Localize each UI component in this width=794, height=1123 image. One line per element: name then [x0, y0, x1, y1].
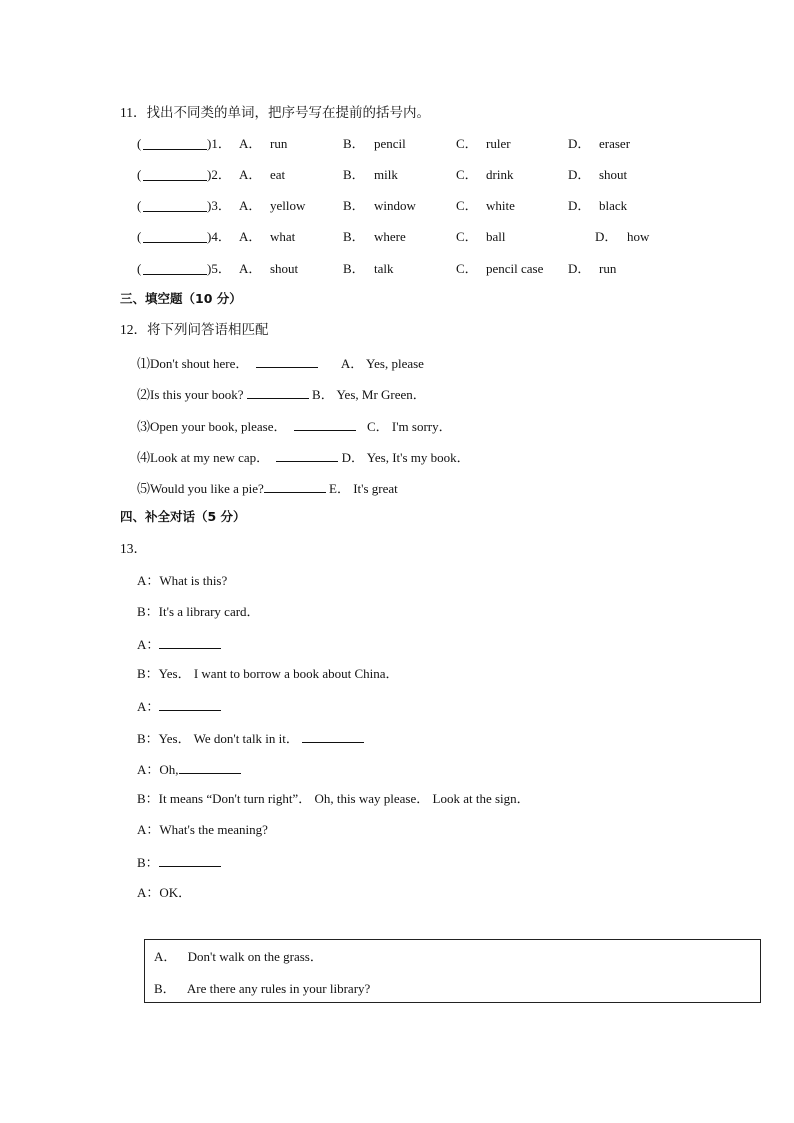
option-c-text: pencil case — [486, 261, 544, 276]
dialogue-line-1 — [137, 573, 227, 589]
option-b-text: window — [374, 198, 416, 213]
dialogue-line-6 — [137, 729, 364, 747]
option-a-label: A． — [239, 198, 262, 213]
speaker: B： — [137, 855, 159, 870]
dialogue-text: What is this? — [159, 573, 228, 588]
option-a-text: what — [270, 229, 296, 244]
answer-blank[interactable] — [143, 198, 207, 212]
answer-blank[interactable] — [143, 136, 207, 150]
option-d-label: D． — [568, 136, 591, 151]
dialogue-line-4 — [137, 666, 399, 682]
q11-row-3 — [0, 198, 794, 214]
dialogue-line-10 — [137, 853, 221, 871]
speaker: A： — [137, 762, 160, 777]
speaker: A： — [137, 822, 160, 837]
option-c-label: C． — [456, 198, 478, 213]
option-b-label: B． — [343, 229, 365, 244]
option-b-text: where — [374, 229, 406, 244]
option-a-text: yellow — [270, 198, 306, 213]
open-paren: ( — [137, 167, 142, 182]
answer-blank[interactable] — [256, 354, 318, 368]
section-4-heading: 四、补全对话（5 分） — [120, 509, 246, 524]
answer-blank[interactable] — [247, 385, 309, 399]
speaker: B： — [137, 791, 159, 806]
option-d-text: shout — [599, 167, 628, 182]
q12-answer: C． I'm sorry． — [366, 419, 452, 434]
option-b-label: B． — [343, 261, 365, 276]
option-a-label: A． — [239, 261, 262, 276]
q12-question: ⑸Would you like a pie? — [137, 481, 264, 496]
option-label: A． — [154, 949, 177, 964]
dialogue-line-5 — [137, 697, 221, 715]
open-paren: ( — [137, 261, 142, 276]
q11-row-5 — [0, 261, 794, 277]
dialogue-text: It's a library card． — [158, 604, 260, 619]
q11-row-4 — [0, 229, 794, 245]
option-b-text: milk — [374, 167, 398, 182]
q12-item-3 — [137, 417, 452, 435]
q11-row-2 — [0, 167, 794, 183]
speaker: B： — [137, 731, 159, 746]
answer-blank[interactable] — [302, 729, 364, 743]
speaker: A： — [137, 573, 160, 588]
q11-num: )2． — [207, 167, 231, 182]
dialogue-text: What's the meaning? — [159, 822, 268, 837]
options-box — [144, 939, 761, 1003]
answer-blank[interactable] — [276, 448, 338, 462]
option-c-text: white — [486, 198, 515, 213]
q12-answer: D． Yes, It's my book． — [341, 450, 470, 465]
option-item-a — [154, 949, 323, 965]
q12-answer: E． It's great — [329, 481, 398, 496]
option-d-text: how — [627, 229, 650, 244]
q11-num: )1． — [207, 136, 231, 151]
dialogue-line-7 — [137, 760, 241, 778]
option-text: Don't walk on the grass． — [187, 949, 323, 964]
option-a-label: A． — [239, 229, 262, 244]
answer-blank[interactable] — [143, 167, 207, 181]
dialogue-line-11 — [137, 885, 191, 901]
option-c-label: C． — [456, 261, 478, 276]
speaker: A： — [137, 637, 160, 652]
option-d-label: D． — [568, 167, 591, 182]
answer-blank[interactable] — [159, 635, 221, 649]
option-c-label: C． — [456, 136, 478, 151]
option-c-text: ruler — [486, 136, 511, 151]
dialogue-line-8 — [137, 791, 530, 807]
option-d-text: black — [599, 198, 628, 213]
option-b-label: B． — [343, 167, 365, 182]
option-a-text: eat — [270, 167, 286, 182]
answer-blank[interactable] — [264, 479, 326, 493]
open-paren: ( — [137, 198, 142, 213]
dialogue-text: OK． — [159, 885, 192, 900]
option-b-label: B． — [343, 136, 365, 151]
option-c-label: C． — [456, 167, 478, 182]
option-d-text: eraser — [599, 136, 631, 151]
option-a-text: run — [270, 136, 288, 151]
option-label: B． — [154, 981, 176, 996]
open-paren: ( — [137, 136, 142, 151]
option-a-text: shout — [270, 261, 299, 276]
answer-blank[interactable] — [159, 853, 221, 867]
q11-num: )3． — [207, 198, 231, 213]
option-d-label: D． — [568, 198, 591, 213]
open-paren: ( — [137, 229, 142, 244]
option-b-label: B． — [343, 198, 365, 213]
speaker: B： — [137, 604, 159, 619]
answer-blank[interactable] — [143, 229, 207, 243]
option-text: Are there any rules in your library? — [186, 981, 371, 996]
dialogue-text: It means “Don't turn right”． Oh, this way please． Look at the sign． — [158, 791, 530, 806]
q11-title: 11．找出不同类的单词，把序号写在提前的括号内。 — [120, 105, 430, 120]
dialogue-line-3 — [137, 635, 221, 653]
option-b-text: talk — [374, 261, 394, 276]
q12-question: ⑷Look at my new cap． — [137, 450, 270, 465]
q11-num: )4． — [207, 229, 231, 244]
option-d-text: run — [599, 261, 617, 276]
q12-item-2 — [137, 385, 426, 403]
option-c-text: drink — [486, 167, 514, 182]
option-a-label: A． — [239, 167, 262, 182]
speaker: A： — [137, 699, 160, 714]
speaker: B： — [137, 666, 159, 681]
answer-blank[interactable] — [179, 760, 241, 774]
q12-question: ⑴Don't shout here． — [137, 356, 249, 371]
dialogue-text: Yes． I want to borrow a book about China． — [158, 666, 399, 681]
q12-answer: A． Yes, please — [340, 356, 424, 371]
q12-item-4 — [137, 448, 470, 466]
q12-answer: B． Yes, Mr Green． — [312, 387, 426, 402]
option-item-b — [154, 981, 370, 997]
q12-item-5 — [137, 479, 398, 497]
option-d-label: D． — [568, 261, 591, 276]
option-d-label: D． — [595, 229, 618, 244]
q13-title: 13． — [120, 541, 147, 556]
dialogue-line-2 — [137, 604, 260, 620]
q12-question: ⑵Is this your book? — [137, 387, 244, 402]
q12-question: ⑶Open your book, please． — [137, 419, 287, 434]
q12-item-1 — [137, 354, 424, 372]
dialogue-line-9 — [137, 822, 268, 838]
dialogue-text: Oh, — [159, 762, 179, 777]
q12-title: 12．将下列问答语相匹配 — [120, 322, 269, 337]
option-b-text: pencil — [374, 136, 406, 151]
option-c-text: ball — [486, 229, 506, 244]
answer-blank[interactable] — [294, 417, 356, 431]
q11-num: )5． — [207, 261, 231, 276]
dialogue-text: Yes． We don't talk in it． — [158, 731, 299, 746]
section-3-heading: 三、填空题（10 分） — [120, 291, 242, 306]
option-c-label: C． — [456, 229, 478, 244]
answer-blank[interactable] — [159, 697, 221, 711]
answer-blank[interactable] — [143, 261, 207, 275]
q11-row-1 — [0, 136, 794, 152]
speaker: A： — [137, 885, 160, 900]
option-a-label: A． — [239, 136, 262, 151]
